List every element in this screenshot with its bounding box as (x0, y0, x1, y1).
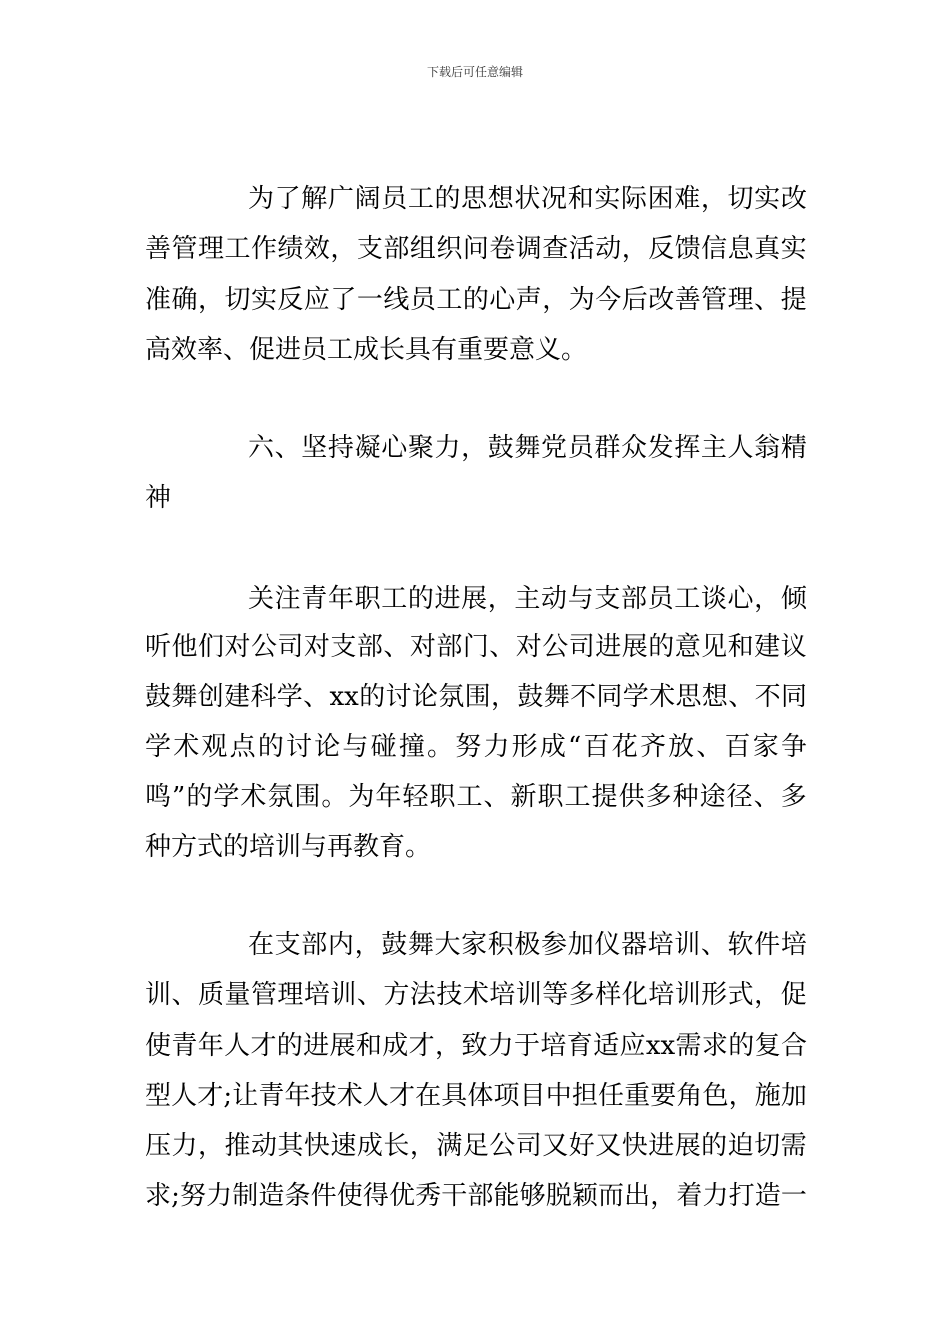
paragraph-line: 准 确 ， 切 实 反 应 了 一 线 员 工 的 心 声 ， 为 今 后 改 善 管 理 、 提 (145, 285, 807, 315)
paragraph-line: 使 青 年 人 才 的 进 展 和 成 才 ， 致 力 于 培 育 适 应 xx 需 求 的 复 合 (145, 1031, 807, 1061)
paragraph-line: 为 了 解 广 阔 员 工 的 思 想 状 况 和 实 际 困 难 ， 切 实 改 (248, 184, 807, 214)
paragraph-line: 听 他 们 对 公 司 对 支 部 、 对 部 门 、 对 公 司 进 展 的 意 见 和 建 议 (145, 632, 807, 662)
paragraph-line: 善 管 理 工 作 绩 效 ， 支 部 组 织 问 卷 调 查 活 动 ， 反 馈 信 息 真 实 (145, 234, 807, 264)
paragraph-line: 鸣 ” 的 学 术 氛 围 。 为 年 轻 职 工 、 新 职 工 提 供 多 种 途 径 、 多 (145, 782, 807, 812)
paragraph-line: 压 力 ， 推 动 其 快 速 成 长 ， 满 足 公 司 又 好 又 快 进 展 的 迫 切 需 (145, 1131, 807, 1161)
section-heading-line: 六 、 坚 持 凝 心 聚 力 ， 鼓 舞 党 员 群 众 发 挥 主 人 翁 精 (248, 433, 807, 463)
download-note: 下载后可任意编辑 (426, 65, 523, 79)
paragraph-line: 鼓 舞 创 建 科 学 、 xx 的 讨 论 氛 围 ， 鼓 舞 不 同 学 术 思 想 、 不 同 (145, 682, 807, 712)
paragraph-line: 高效率、促进员工成长具有重要意义。 (145, 335, 588, 365)
paragraph-line: 种方式的培训与再教育。 (145, 832, 432, 862)
paragraph-line: 在 支 部 内 ， 鼓 舞 大 家 积 极 参 加 仪 器 培 训 、 软 件 培 (248, 930, 807, 960)
paragraph-line: 学 术 观 点 的 讨 论 与 碰 撞 。 努 力 形 成 “ 百 花 齐 放 、 百 家 争 (145, 732, 807, 762)
paragraph-line: 关 注 青 年 职 工 的 进 展 ， 主 动 与 支 部 员 工 谈 心 ， 倾 (248, 584, 807, 614)
paragraph-line: 求 ; 努 力 制 造 条 件 使 得 优 秀 干 部 能 够 脱 颖 而 出 ， 着 力 打 造 一 (145, 1181, 807, 1211)
paragraph-line: 训 、 质 量 管 理 培 训 、 方 法 技 术 培 训 等 多 样 化 培 训 形 式 ， 促 (145, 980, 807, 1010)
paragraph-line: 型 人 才 ; 让 青 年 技 术 人 才 在 具 体 项 目 中 担 任 重 要 角 色 ， 施 加 (145, 1081, 807, 1111)
section-heading-line: 神 (145, 483, 172, 513)
